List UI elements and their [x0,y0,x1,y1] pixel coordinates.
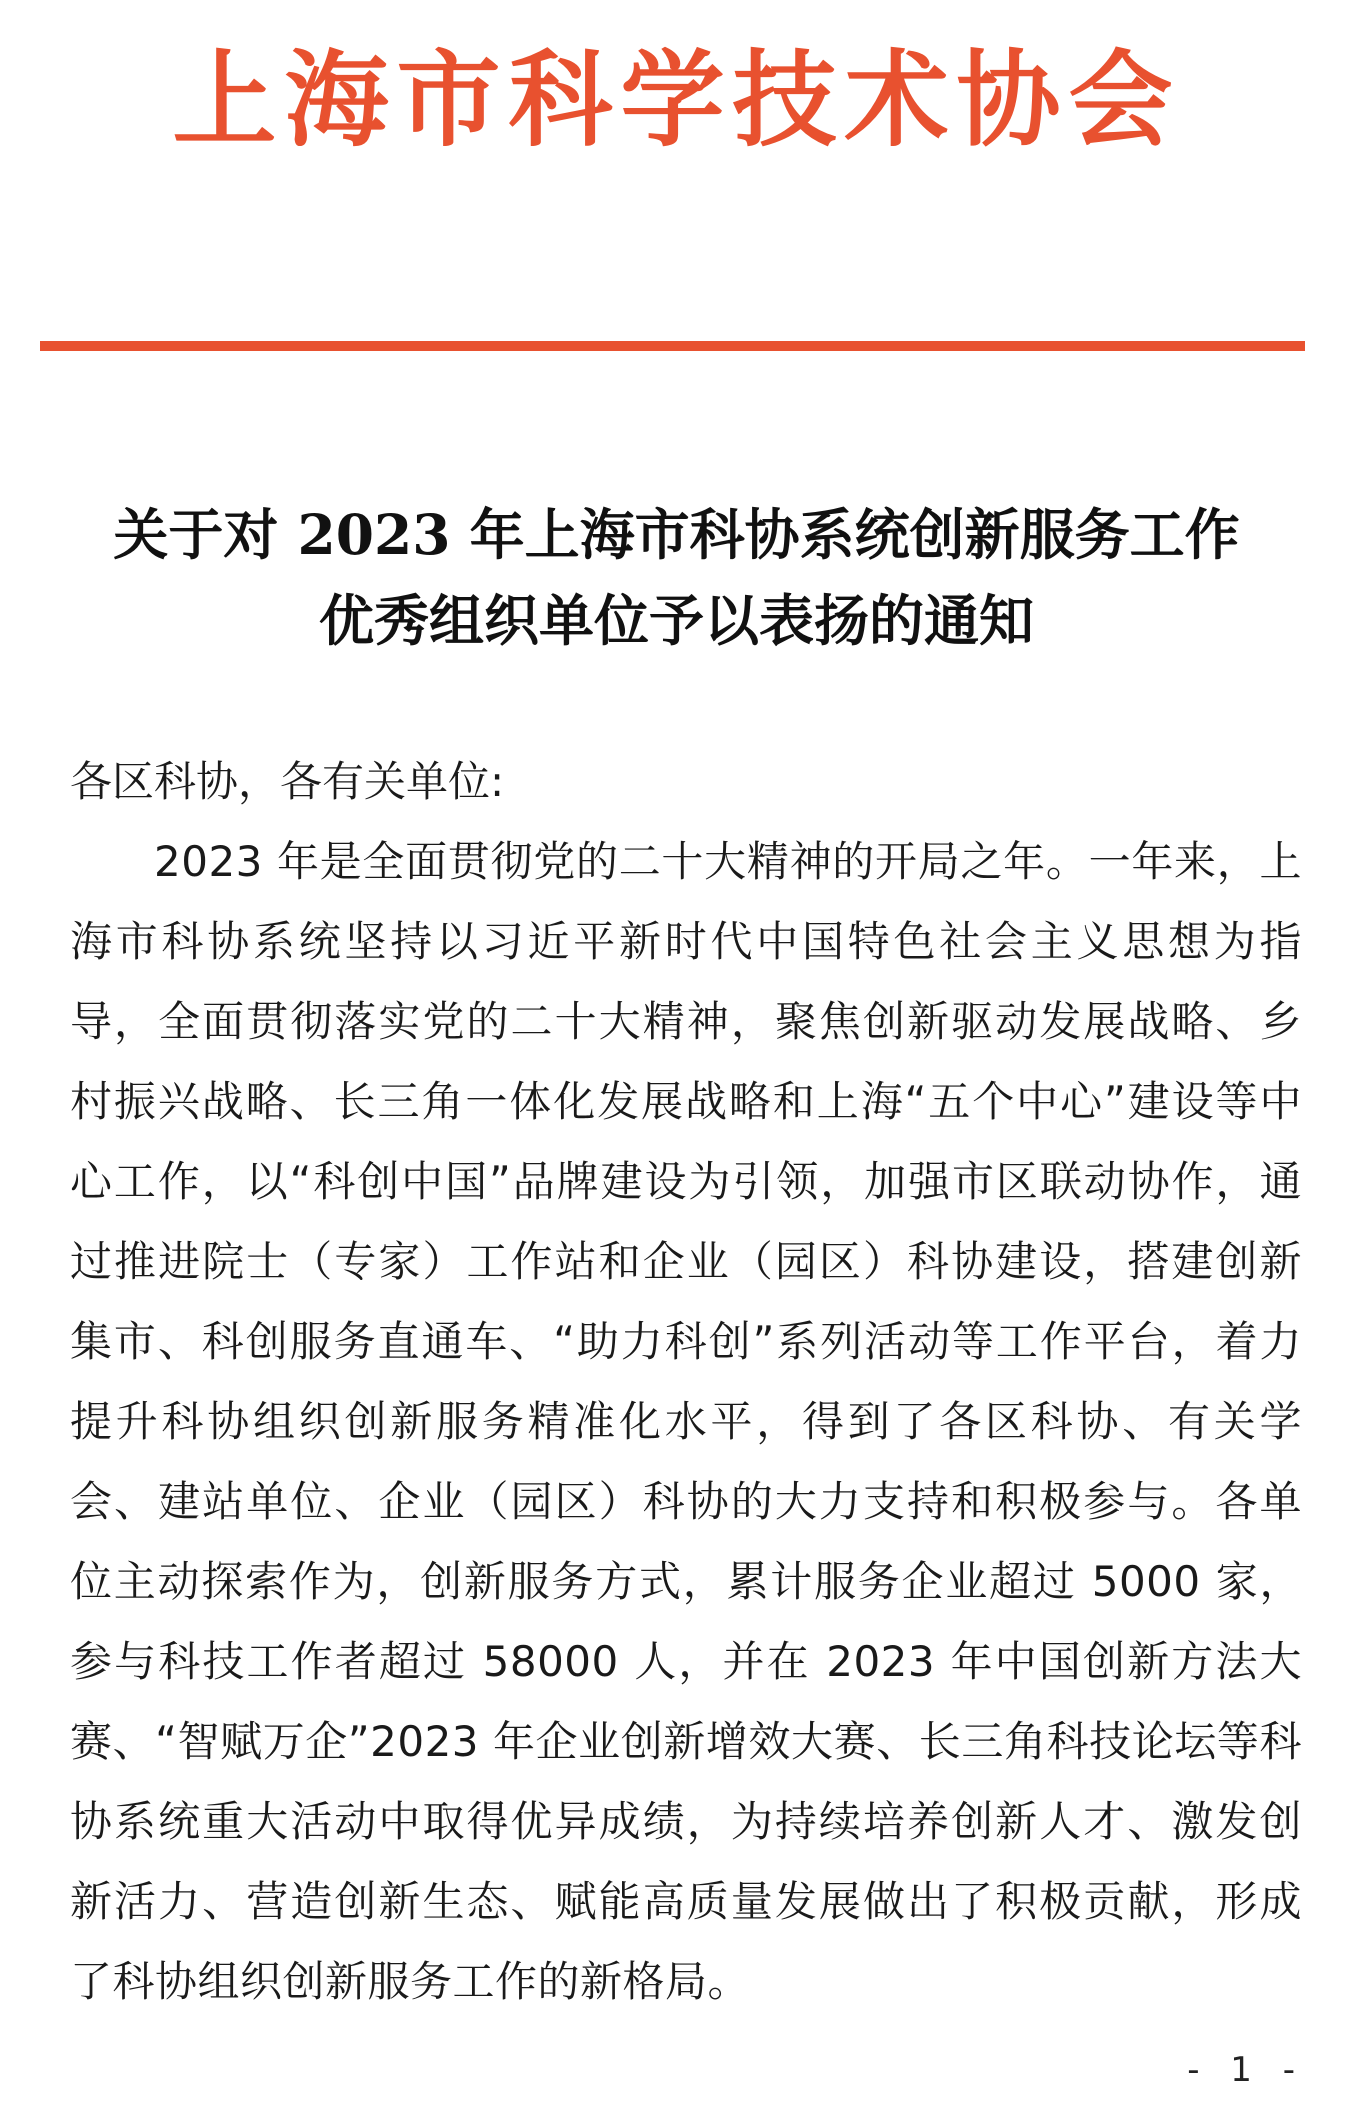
title-line-2: 优秀组织单位予以表扬的通知 [318,588,1034,653]
letterhead: 上海市科学技术协会 [172,38,1181,161]
title-line-1: 关于对 2023 年上海市科协系统创新服务工作 [113,502,1240,567]
document-body [70,742,1302,2022]
letterhead-red-rule [40,341,1305,351]
document-title [60,492,1293,664]
page-number: - 1 - [1187,2050,1305,2090]
salutation: 各区科协，各有关单位: [70,757,505,806]
body-paragraph: 2023 年是全面贯彻党的二十大精神的开局之年。一年来，上海市科协系统坚持以习近平新时代中国特色社会主义思想为指导，全面贯彻落实党的二十大精神，聚焦创新驱动发展战略、乡村振兴战略、长三角一体化发展战略和上海“五个中心”建设等中心工作，以“科创中国”品牌建设为引领，加强市区联动协作，通过推进院士（专家）工作站和企业（园区）科协建设，搭建创新集市、科创服务直通车、“助力科创”系列活动等工作平台，着力提升科协组织创新服务精准化水平，得到了各区科协、有关学会、建站单位、企业（园区）科协的大力支持和积极参与。各单位主动探索作为，创新服务方式，累计服务企业超过 5000 家，参与科技工作者超过 58000 人，并在 2023 年中国创新方法大赛、“智赋万企”2023 年企业创新增效大赛、长三角科技论坛等科协系统重大活动中取得优异成绩，为持续培养创新人才、激发创新活力、营造创新生态、赋能高质量发展做出了积极贡献，形成了科协组织创新服务工作的新格局。 [70,837,1302,2006]
